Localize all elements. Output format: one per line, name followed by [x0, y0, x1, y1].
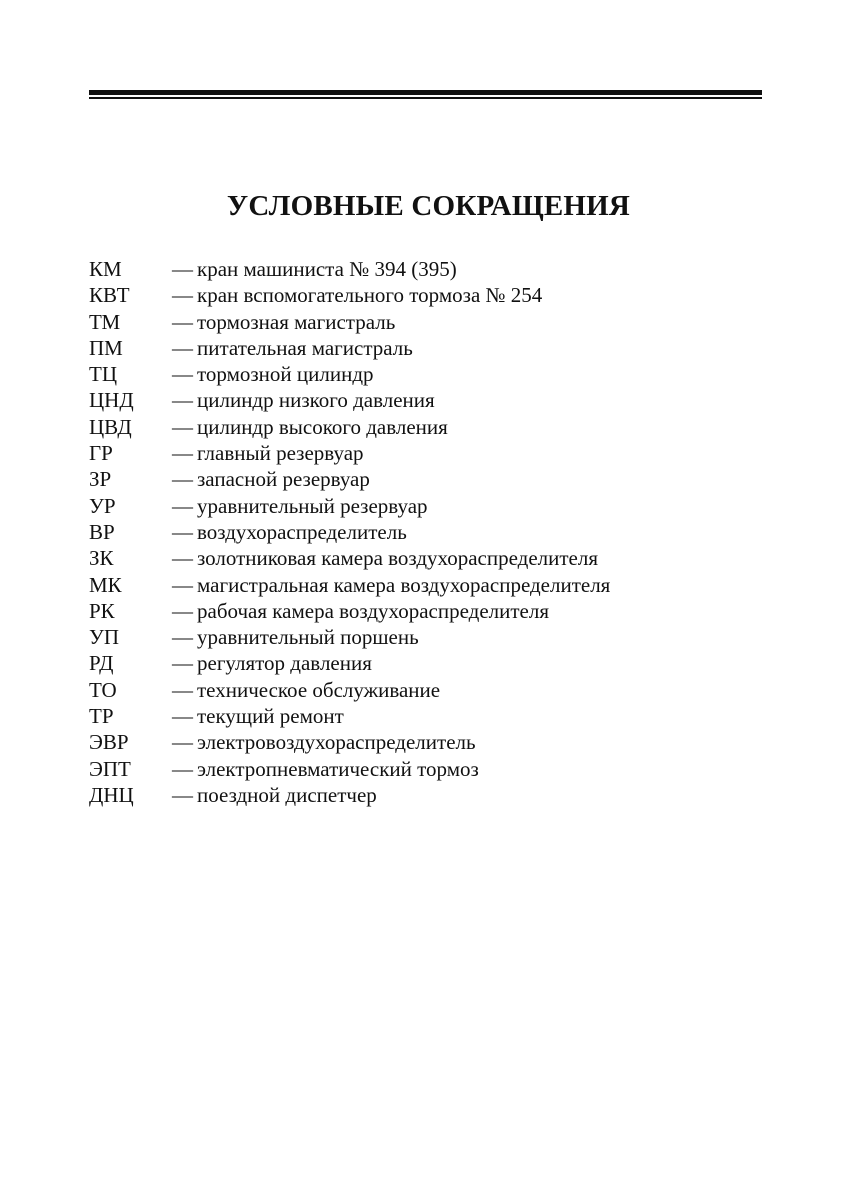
abbreviation-term: ЗК — [89, 546, 114, 571]
abbreviation-dash: — — [172, 519, 193, 544]
abbreviation-definition: электропневматический тормоз — [197, 756, 479, 781]
abbreviation-dash: — — [172, 309, 193, 334]
abbreviation-row — [89, 624, 610, 650]
abbreviation-row — [89, 309, 610, 335]
abbreviation-dash: — — [172, 493, 193, 518]
abbreviation-definition: тормозная магистраль — [197, 309, 396, 334]
abbreviation-definition: уравнительный резервуар — [197, 493, 428, 518]
abbreviation-dash: — — [172, 598, 193, 623]
abbreviation-term: ЭПТ — [89, 756, 131, 781]
abbreviation-term: ПМ — [89, 335, 123, 360]
abbreviation-dash: — — [172, 782, 193, 807]
abbreviation-definition: электровоздухораспределитель — [197, 730, 476, 755]
abbreviation-list — [89, 256, 610, 808]
abbreviation-dash: — — [172, 704, 193, 729]
abbreviation-term: ТМ — [89, 309, 121, 334]
abbreviation-definition: поездной диспетчер — [197, 782, 377, 807]
abbreviation-definition: цилиндр высокого давления — [197, 414, 448, 439]
abbreviation-term: УР — [89, 493, 116, 518]
abbreviation-row — [89, 756, 610, 782]
abbreviation-term: ТЦ — [89, 362, 117, 387]
abbreviation-dash: — — [172, 335, 193, 360]
abbreviation-term: ЦВД — [89, 414, 132, 439]
abbreviation-dash: — — [172, 677, 193, 702]
abbreviation-term: КМ — [89, 257, 122, 281]
abbreviation-row — [89, 545, 610, 571]
abbreviation-dash: — — [172, 467, 193, 492]
abbreviation-term: ГР — [89, 441, 113, 466]
abbreviation-term: РД — [89, 651, 114, 676]
abbreviation-row — [89, 493, 610, 519]
abbreviation-definition: тормозной цилиндр — [197, 362, 374, 387]
abbreviation-definition: воздухораспределитель — [197, 519, 407, 544]
abbreviation-term: УП — [89, 625, 120, 650]
abbreviation-row — [89, 729, 610, 755]
abbreviation-dash: — — [172, 756, 193, 781]
abbreviation-dash: — — [172, 388, 193, 413]
abbreviation-row — [89, 572, 610, 598]
page-title: УСЛОВНЫЕ СОКРАЩЕНИЯ — [226, 190, 631, 222]
abbreviation-dash: — — [172, 362, 193, 387]
abbreviation-term: ЦНД — [89, 388, 134, 413]
abbreviation-term: ВР — [89, 519, 115, 544]
abbreviation-row — [89, 466, 610, 492]
abbreviation-dash: — — [172, 257, 193, 281]
abbreviation-dash: — — [172, 414, 193, 439]
abbreviation-term: КВТ — [89, 283, 130, 308]
abbreviation-term: МК — [89, 572, 122, 597]
abbreviation-dash: — — [172, 651, 193, 676]
abbreviation-dash: — — [172, 441, 193, 466]
abbreviation-definition: магистральная камера воздухораспределителя — [197, 572, 611, 597]
abbreviation-row — [89, 440, 610, 466]
abbreviation-definition: золотниковая камера воздухораспределителя — [197, 546, 598, 571]
abbreviation-dash: — — [172, 730, 193, 755]
abbreviation-dash: — — [172, 546, 193, 571]
abbreviation-definition: кран машиниста № 394 (395) — [197, 257, 457, 281]
abbreviation-dash: — — [172, 283, 193, 308]
abbreviation-row — [89, 282, 610, 308]
abbreviation-row — [89, 414, 610, 440]
abbreviation-term: ЭВР — [89, 730, 129, 755]
abbreviation-row — [89, 782, 610, 808]
abbreviation-definition: главный резервуар — [197, 441, 364, 466]
abbreviation-row — [89, 677, 610, 703]
abbreviation-row — [89, 703, 610, 729]
abbreviation-row — [89, 519, 610, 545]
abbreviation-definition: техническое обслуживание — [197, 677, 441, 702]
abbreviation-dash: — — [172, 572, 193, 597]
abbreviation-definition: питательная магистраль — [197, 335, 413, 360]
abbreviation-row — [89, 256, 610, 282]
abbreviation-term: РК — [89, 598, 115, 623]
abbreviation-definition: цилиндр низкого давления — [197, 388, 435, 413]
abbreviation-definition: уравнительный поршень — [197, 625, 419, 650]
header-rule-thick — [89, 90, 762, 95]
abbreviation-definition: кран вспомогательного тормоза № 254 — [197, 283, 543, 308]
abbreviation-term: ТО — [89, 677, 117, 702]
abbreviation-row — [89, 335, 610, 361]
abbreviation-row — [89, 387, 610, 413]
abbreviation-term: ЗР — [89, 467, 112, 492]
abbreviation-row — [89, 650, 610, 676]
abbreviation-definition: текущий ремонт — [197, 704, 344, 729]
abbreviation-term: ДНЦ — [89, 782, 134, 807]
abbreviation-row — [89, 361, 610, 387]
abbreviation-definition: регулятор давления — [197, 651, 372, 676]
abbreviation-dash: — — [172, 625, 193, 650]
header-rule-thin — [89, 97, 762, 99]
abbreviation-term: ТР — [89, 704, 114, 729]
abbreviation-definition: запасной резервуар — [197, 467, 370, 492]
abbreviation-row — [89, 598, 610, 624]
abbreviation-definition: рабочая камера воздухораспределителя — [197, 598, 549, 623]
